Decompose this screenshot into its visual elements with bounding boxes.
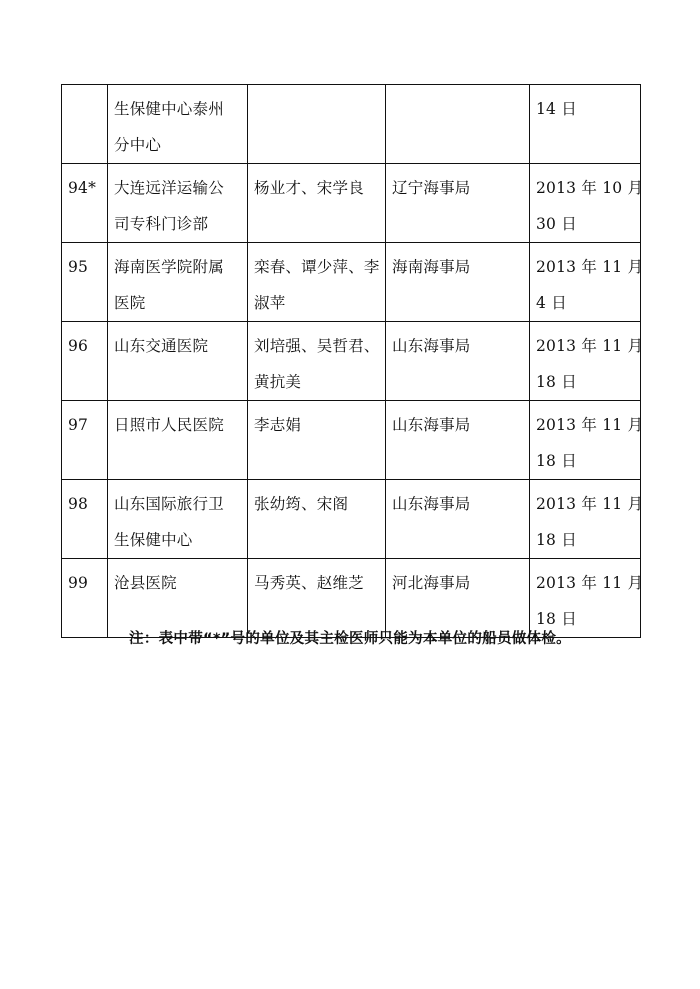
cell-approval-date-line: 4 日 [536, 294, 567, 312]
cell-authority [386, 322, 530, 401]
cell-approval-date [530, 559, 644, 638]
cell-approval-date [530, 480, 644, 559]
table-row [62, 243, 641, 322]
cell-approval-date-line: 2013 年 11 月 [536, 574, 644, 592]
cell-number [62, 164, 108, 243]
cell-number-text: 94* [68, 179, 97, 197]
cell-approval-date-line: 18 日 [536, 610, 577, 628]
cell-approval-date [530, 401, 644, 480]
cell-chief-doctors [248, 401, 386, 480]
cell-chief-doctors-line: 刘培强、吴哲君、 [254, 337, 380, 355]
cell-number [62, 559, 108, 638]
cell-unit-name-line: 山东国际旅行卫 [114, 495, 224, 513]
cell-unit-name-line: 大连远洋运输公 [114, 179, 224, 197]
cell-chief-doctors-line: 黄抗美 [254, 373, 302, 391]
cell-number [62, 85, 108, 164]
cell-authority-text: 山东海事局 [392, 495, 471, 513]
table-row [62, 480, 641, 559]
cell-number [62, 322, 108, 401]
cell-unit-name-line: 医院 [114, 294, 146, 312]
cell-approval-date-line: 2013 年 11 月 [536, 416, 644, 434]
cell-unit-name-line: 生保健中心泰州 [114, 100, 224, 118]
cell-chief-doctors-line: 杨业才、宋学良 [254, 179, 364, 197]
cell-number-text: 95 [68, 258, 89, 276]
cell-approval-date [530, 322, 644, 401]
cell-approval-date-line: 2013 年 11 月 [536, 258, 644, 276]
cell-unit-name [108, 164, 248, 243]
cell-chief-doctors [248, 85, 386, 164]
cell-unit-name [108, 243, 248, 322]
cell-approval-date-line: 18 日 [536, 452, 577, 470]
cell-unit-name [108, 559, 248, 638]
cell-chief-doctors [248, 164, 386, 243]
cell-approval-date-line: 18 日 [536, 373, 577, 391]
cell-unit-name-line: 沧县医院 [114, 574, 177, 592]
cell-unit-name-line: 山东交通医院 [114, 337, 209, 355]
cell-unit-name-line: 生保健中心 [114, 531, 193, 549]
cell-number [62, 401, 108, 480]
cell-number-text: 99 [68, 574, 89, 592]
cell-authority [386, 164, 530, 243]
cell-number-text: 97 [68, 416, 89, 434]
approved-units-table [61, 84, 644, 638]
cell-authority [386, 480, 530, 559]
cell-chief-doctors-line: 栾春、谭少萍、李 [254, 258, 380, 276]
cell-authority-text: 山东海事局 [392, 416, 471, 434]
table-row [62, 85, 641, 164]
cell-unit-name-line: 分中心 [114, 136, 162, 154]
cell-authority-text: 海南海事局 [392, 258, 471, 276]
cell-unit-name [108, 322, 248, 401]
cell-authority-text: 山东海事局 [392, 337, 471, 355]
cell-chief-doctors-line: 张幼筠、宋阁 [254, 495, 349, 513]
cell-unit-name [108, 85, 248, 164]
cell-chief-doctors [248, 243, 386, 322]
cell-chief-doctors-line: 淑苹 [254, 294, 286, 312]
cell-chief-doctors-line: 李志娟 [254, 416, 302, 434]
cell-number-text: 98 [68, 495, 89, 513]
table-row [62, 559, 641, 638]
table-footnote: 注：表中带“*”号的单位及其主检医师只能为本单位的船员做体检。 [129, 631, 571, 647]
table-row [62, 401, 641, 480]
cell-chief-doctors [248, 480, 386, 559]
cell-authority [386, 559, 530, 638]
cell-authority-text: 河北海事局 [392, 574, 471, 592]
cell-approval-date-line: 30 日 [536, 215, 577, 233]
cell-number-text: 96 [68, 337, 89, 355]
cell-approval-date-line: 14 日 [536, 100, 577, 118]
cell-number [62, 243, 108, 322]
cell-approval-date-line: 2013 年 11 月 [536, 337, 644, 355]
cell-authority [386, 85, 530, 164]
cell-unit-name-line: 司专科门诊部 [114, 215, 209, 233]
cell-unit-name [108, 401, 248, 480]
cell-approval-date-line: 2013 年 11 月 [536, 495, 644, 513]
cell-chief-doctors [248, 559, 386, 638]
cell-number [62, 480, 108, 559]
cell-unit-name-line: 日照市人民医院 [114, 416, 224, 434]
cell-unit-name-line: 海南医学院附属 [114, 258, 224, 276]
cell-chief-doctors [248, 322, 386, 401]
cell-approval-date [530, 243, 644, 322]
cell-approval-date-line: 2013 年 10 月 [536, 179, 644, 197]
cell-authority [386, 401, 530, 480]
cell-approval-date [530, 164, 644, 243]
cell-approval-date-line: 18 日 [536, 531, 577, 549]
cell-chief-doctors-line: 马秀英、赵维芝 [254, 574, 364, 592]
table-row [62, 164, 641, 243]
cell-authority-text: 辽宁海事局 [392, 179, 471, 197]
cell-approval-date [530, 85, 641, 164]
cell-authority [386, 243, 530, 322]
table-row [62, 322, 641, 401]
cell-unit-name [108, 480, 248, 559]
